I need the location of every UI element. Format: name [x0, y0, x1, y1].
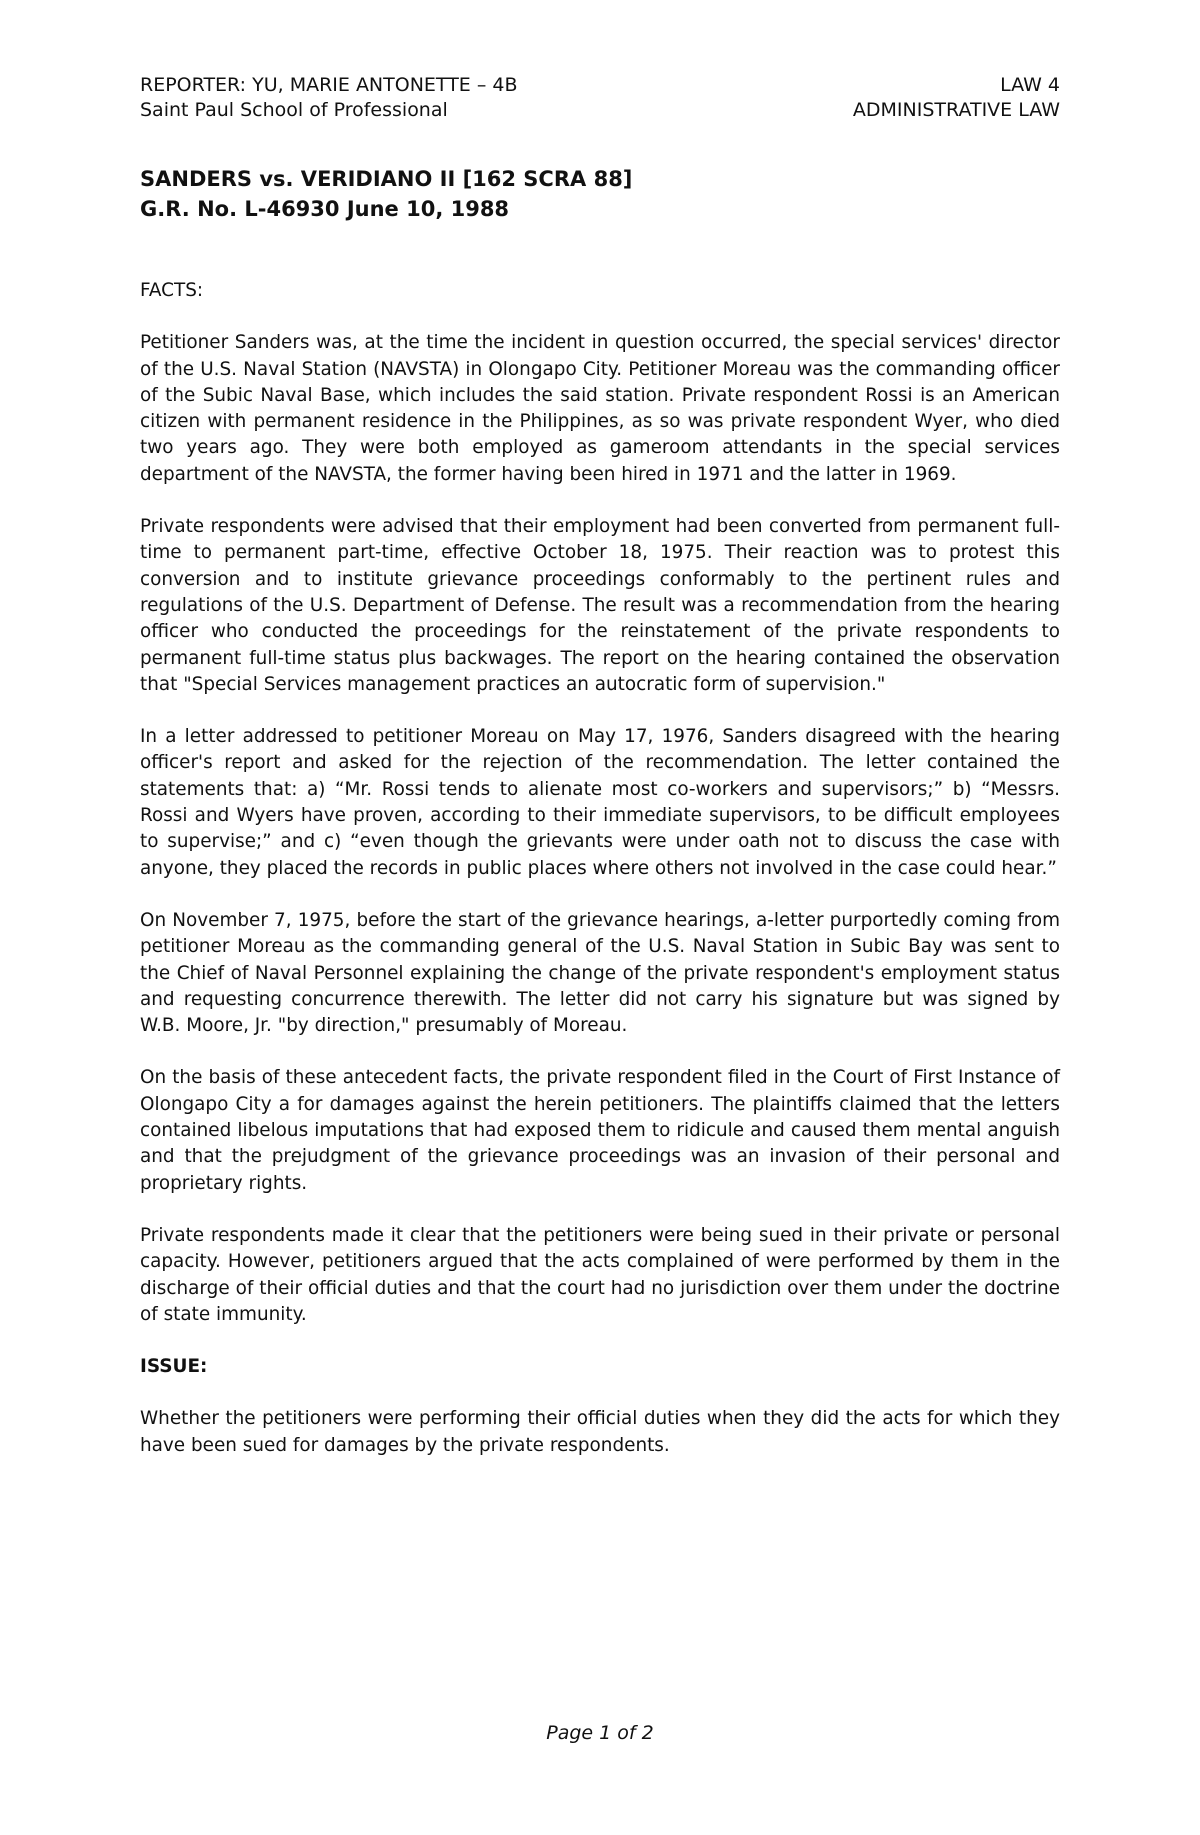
issue-paragraph: Whether the petitioners were performing their official duties when they did the acts for which they have been sued for damages by the private respondents.: [140, 1408, 1060, 1456]
facts-paragraph-6: Private respondents made it clear that the petitioners were being sued in their private or personal capacity. However, petitioners argued that the acts complained of were performed by them in the discharge of their official duties and that the court had no jurisdiction over them under the doctrine of state immunity.: [140, 1224, 1060, 1325]
header-row-bottom: [140, 97, 1060, 123]
reporter-line: REPORTER: YU, MARIE ANTONETTE – 4B: [140, 74, 518, 96]
facts-paragraph-4: On November 7, 1975, before the start of the grievance hearings, a-letter purportedly coming from petitioner Moreau as the commanding general of the U.S. Naval Station in Subic Bay was sent to the Chief of Naval Personnel explaining the change of the private respondent's employment status and requesting concurrence therewith. The letter did not carry his signature but was signed by W.B. Moore, Jr. "by direction," presumably of Moreau.: [140, 909, 1060, 1037]
case-gr-number: G.R. No. L-46930 June 10, 1988: [140, 197, 510, 221]
subject-line: ADMINISTRATIVE LAW: [852, 99, 1060, 121]
page-number: Page 1 of 2: [546, 1722, 654, 1744]
facts-paragraph-1: Petitioner Sanders was, at the time the incident in question occurred, the special services' director of the U.S. Naval Station (NAVSTA) in Olongapo City. Petitioner Moreau was the commanding officer of the Subic Naval Base, which includes the said station. Private respondent Rossi is an American citizen with permanent residence in the Philippines, as so was private respondent Wyer, who died two years ago. They were both employed as gameroom attendants in the special services department of the NAVSTA, the former having been hired in 1971 and the latter in 1969.: [140, 332, 1060, 485]
course-line: LAW 4: [1000, 74, 1060, 96]
document-body: [140, 278, 1060, 1485]
facts-heading: FACTS:: [140, 280, 204, 301]
facts-paragraph-2: Private respondents were advised that their employment had been converted from permanent full-time to permanent part-time, effective October 18, 1975. Their reaction was to protest this conversion and to institute grievance proceedings conformably to the pertinent rules and regulations of the U.S. Department of Defense. The result was a recommendation from the hearing officer who conducted the proceedings for the reinstatement of the private respondents to permanent full-time status plus backwages. The report on the hearing contained the observation that "Special Services management practices an autocratic form of supervision.": [140, 516, 1060, 695]
case-title-block: [140, 164, 632, 224]
school-line: Saint Paul School of Professional: [140, 99, 448, 121]
header-row-top: [140, 72, 1060, 98]
case-title: SANDERS vs. VERIDIANO II [162 SCRA 88]: [140, 167, 633, 191]
facts-paragraph-5: On the basis of these antecedent facts, the private respondent filed in the Court of First Instance of Olongapo City a for damages against the herein petitioners. The plaintiffs claimed that the letters contained libelous imputations that had exposed them to ridicule and caused them mental anguish and that the prejudgment of the grievance proceedings was an invasion of their personal and proprietary rights.: [140, 1067, 1060, 1194]
issue-heading: ISSUE:: [140, 1356, 208, 1378]
facts-paragraph-3: In a letter addressed to petitioner Moreau on May 17, 1976, Sanders disagreed with the hearing officer's report and asked for the rejection of the recommendation. The letter contained the statements that: a) “Mr. Rossi tends to alienate most co-workers and supervisors;” b) “Messrs. Rossi and Wyers have proven, according to their immediate supervisors, to be difficult employees to supervise;” and c) “even though the grievants were under oath not to discuss the case with anyone, they placed the records in public places where others not involved in the case could hear.”: [140, 726, 1060, 879]
